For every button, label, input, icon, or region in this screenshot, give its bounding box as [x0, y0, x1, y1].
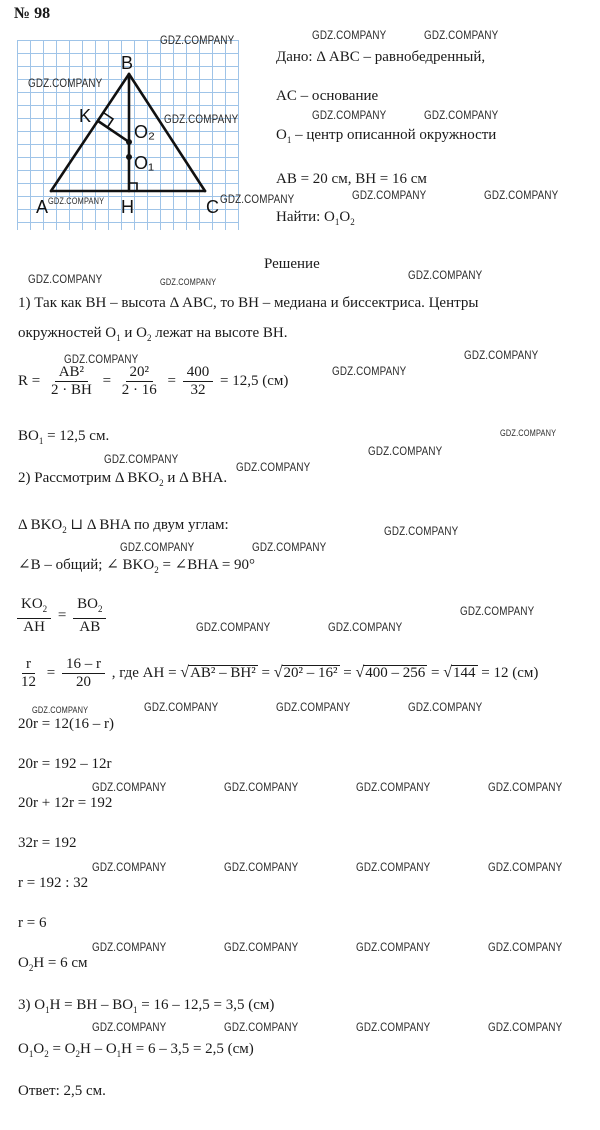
watermark: GDZ.COMPANY [160, 277, 217, 287]
watermark: GDZ.COMPANY [484, 188, 559, 202]
watermark: GDZ.COMPANY [500, 428, 557, 438]
watermark: GDZ.COMPANY [328, 620, 403, 634]
problem-number: № 98 [14, 5, 51, 22]
label-c: C [206, 197, 219, 217]
watermark: GDZ.COMPANY [92, 1020, 167, 1034]
eq-line-6: r = 6 [18, 915, 47, 931]
answer-line: Ответ: 2,5 см. [18, 1083, 106, 1099]
watermark: GDZ.COMPANY [120, 540, 195, 554]
given-line-4: AB = 20 см, BH = 16 см [276, 171, 427, 187]
watermark: GDZ.COMPANY [28, 76, 103, 90]
label-h: H [121, 197, 134, 217]
watermark: GDZ.COMPANY [384, 524, 459, 538]
watermark: GDZ.COMPANY [92, 860, 167, 874]
watermark: GDZ.COMPANY [48, 196, 105, 206]
watermark: GDZ.COMPANY [92, 780, 167, 794]
watermark: GDZ.COMPANY [160, 33, 235, 47]
side-ab [51, 74, 129, 191]
watermark: GDZ.COMPANY [408, 268, 483, 282]
equation-r-line: $\frac{r}{12}$ = $\frac{16 - r}{20}$ , где AH = √AB² – BH² = √20² – 16² = √400 – 256 = √144 = 12 (см) [21, 656, 539, 690]
eq-line-2: 20r = 192 – 12r [18, 756, 112, 772]
label-k: K [79, 106, 92, 126]
radius-formula: R = $\frac{\text{AB²}}{2 \cdot BH}$ = $\frac{\text{20²}}{2 \cdot 16}$ = $\frac{400}{32}$ = 12,5 (см) [18, 364, 289, 398]
point-o1 [126, 154, 132, 160]
watermark: GDZ.COMPANY [356, 1020, 431, 1034]
watermark: GDZ.COMPANY [104, 452, 179, 466]
eq-line-3: 20r + 12r = 192 [18, 795, 113, 811]
step1-line2: окружностей $O_1$ и $O_2$ лежат на высоте BH. [18, 325, 288, 343]
o2h-line: $O_2H = 6$ см [18, 955, 88, 973]
watermark: GDZ.COMPANY [220, 192, 295, 206]
point-o2 [126, 139, 132, 145]
watermark: GDZ.COMPANY [356, 940, 431, 954]
ratio-line: $\frac{KO_2}{AH}$ = $\frac{BO_2}{AB}$ [14, 597, 109, 635]
watermark: GDZ.COMPANY [356, 860, 431, 874]
watermark: GDZ.COMPANY [144, 700, 219, 714]
watermark: GDZ.COMPANY [236, 460, 311, 474]
watermark: GDZ.COMPANY [488, 940, 563, 954]
step1-line1: 1) Так как BH – высота Δ ABC, то BH – медиана и биссектриса. Центры [18, 295, 479, 311]
step4-line: $O_1O_2 = O_2H - O_1H = 6 - 3,5 = 2,5$ (см) [18, 1041, 254, 1059]
watermark: GDZ.COMPANY [408, 700, 483, 714]
watermark: GDZ.COMPANY [64, 352, 139, 366]
step2-line: 2) Рассмотрим Δ $BKO_2$ и Δ BHA. [18, 470, 228, 488]
watermark: GDZ.COMPANY [488, 860, 563, 874]
step3-line: 3) $O_1H$ = BH – $BO_1 = 16 - 12,5 = 3,5$ (см) [18, 997, 275, 1015]
watermark: GDZ.COMPANY [352, 188, 427, 202]
eq-line-4: 32r = 192 [18, 835, 77, 851]
watermark: GDZ.COMPANY [224, 780, 299, 794]
watermark: GDZ.COMPANY [252, 540, 327, 554]
watermark: GDZ.COMPANY [224, 860, 299, 874]
eq-line-1: 20r = 12(16 – r) [18, 716, 114, 732]
watermark: GDZ.COMPANY [92, 940, 167, 954]
label-b: B [121, 53, 134, 73]
watermark: GDZ.COMPANY [32, 705, 89, 715]
label-a: A [36, 197, 49, 217]
watermark: GDZ.COMPANY [196, 620, 271, 634]
given-line-1: Дано: Δ ABC – равнобедренный, [276, 49, 486, 65]
watermark: GDZ.COMPANY [464, 348, 539, 362]
watermark: GDZ.COMPANY [368, 444, 443, 458]
watermark: GDZ.COMPANY [312, 28, 387, 42]
watermark: GDZ.COMPANY [356, 780, 431, 794]
find-line: Найти: $O_1O_2$ [276, 209, 355, 227]
angles-line: ∠B – общий; ∠ $BKO_2$ = ∠BHA = 90° [18, 557, 256, 575]
watermark: GDZ.COMPANY [488, 780, 563, 794]
watermark: GDZ.COMPANY [460, 604, 535, 618]
radius-ko2 [98, 121, 129, 142]
label-o2: O₂ [134, 122, 155, 142]
watermark: GDZ.COMPANY [332, 364, 407, 378]
watermark: GDZ.COMPANY [424, 108, 499, 122]
watermark: GDZ.COMPANY [224, 1020, 299, 1034]
watermark: GDZ.COMPANY [224, 940, 299, 954]
given-line-3: $O_1$ – центр описанной окружности [276, 127, 497, 145]
watermark: GDZ.COMPANY [424, 28, 499, 42]
watermark: GDZ.COMPANY [488, 1020, 563, 1034]
watermark: GDZ.COMPANY [28, 272, 103, 286]
given-line-2: AC – основание [276, 88, 379, 104]
eq-line-5: r = 192 : 32 [18, 875, 89, 891]
label-o1: O₁ [134, 153, 155, 173]
watermark: GDZ.COMPANY [312, 108, 387, 122]
bo1-line: $BO_1 = 12,5$ см. [18, 428, 110, 446]
similarity-line: Δ $BKO_2$ ⊔ Δ BHA по двум углам: [18, 517, 229, 535]
watermark: GDZ.COMPANY [276, 700, 351, 714]
solution-title: Решение [264, 256, 320, 272]
watermark: GDZ.COMPANY [164, 112, 239, 126]
